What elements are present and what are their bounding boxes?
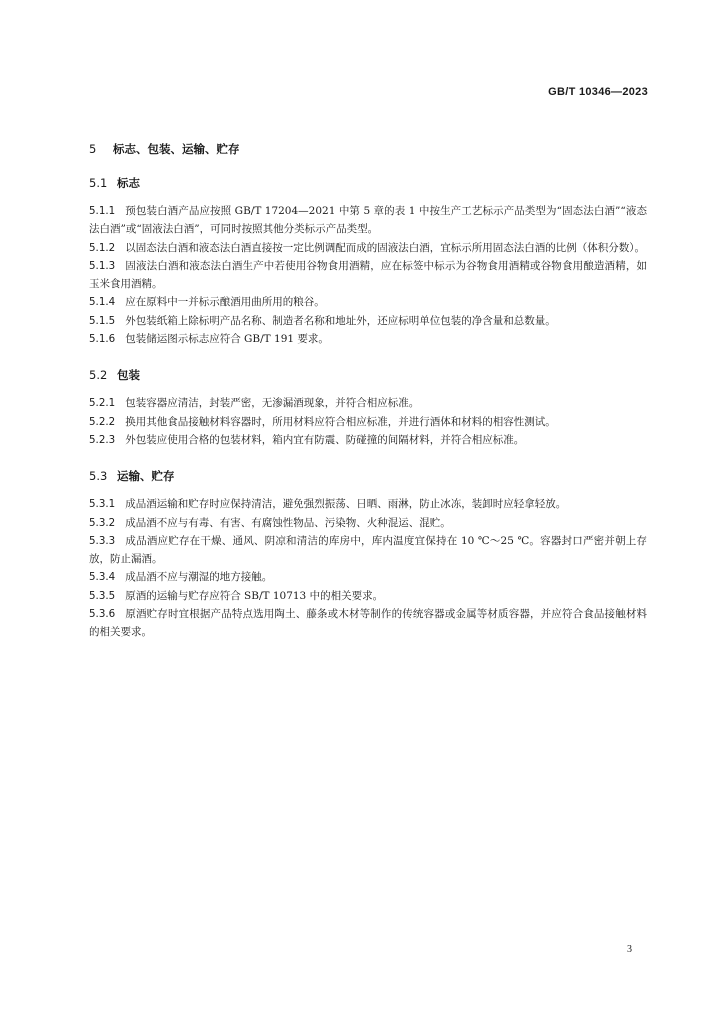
clause-number: 5.1.6 bbox=[89, 333, 116, 346]
clause-5-1-1 bbox=[89, 202, 647, 239]
clause-5-3-1 bbox=[89, 495, 647, 513]
clause-number: 5.2.3 bbox=[89, 433, 116, 446]
clause-number: 5.3.3 bbox=[89, 534, 116, 547]
clause-text: 应在原料中一并标示酿酒用曲所用的粮谷。 bbox=[125, 296, 325, 309]
clause-number: 5.1.5 bbox=[89, 314, 116, 327]
clause-5-1-2 bbox=[89, 239, 647, 257]
clause-5-3-5 bbox=[89, 587, 647, 605]
subsection-heading-5-3 bbox=[89, 469, 647, 483]
section-title: 标志、包装、运输、贮存 bbox=[113, 142, 240, 156]
clause-number: 5.2.2 bbox=[89, 415, 116, 428]
clause-5-3-4 bbox=[89, 568, 647, 586]
clause-number: 5.3.1 bbox=[89, 498, 116, 511]
clause-number: 5.1.3 bbox=[89, 259, 116, 272]
clause-number: 5.3.4 bbox=[89, 571, 116, 584]
clause-5-3-2 bbox=[89, 514, 647, 532]
clause-text: 换用其他食品接触材料容器时，所用材料应符合相应标准，并进行酒体和材料的相容性测试。 bbox=[125, 415, 556, 428]
page-number: 3 bbox=[627, 944, 632, 955]
subsection-title: 运输、贮存 bbox=[117, 469, 175, 484]
clause-number: 5.2.1 bbox=[89, 397, 116, 410]
clause-number: 5.3.6 bbox=[89, 608, 116, 621]
clause-5-1-6 bbox=[89, 330, 647, 348]
clause-text: 外包装应使用合格的包装材料，箱内宜有防震、防碰撞的间隔材料，并符合相应标准。 bbox=[125, 433, 525, 446]
clause-5-1-5 bbox=[89, 312, 647, 330]
clause-5-2-2 bbox=[89, 413, 647, 431]
clause-text: 外包装纸箱上除标明产品名称、制造者名称和地址外，还应标明单位包装的净含量和总数量。 bbox=[125, 314, 556, 327]
subsection-number: 5.1 bbox=[89, 176, 108, 190]
section-number: 5 bbox=[89, 142, 97, 156]
clause-5-2-3 bbox=[89, 431, 647, 449]
clause-text: 包装容器应清洁，封装严密，无渗漏酒现象，并符合相应标准。 bbox=[125, 397, 420, 410]
clause-number: 5.3.5 bbox=[89, 589, 116, 602]
clause-number: 5.1.4 bbox=[89, 296, 116, 309]
clause-text: 固液法白酒和液态法白酒生产中若使用谷物食用酒精，应在标签中标示为谷物食用酒精或谷物食用酿造酒精，如玉米食用酒精。 bbox=[89, 259, 647, 291]
clause-5-1-3 bbox=[89, 257, 647, 294]
clause-text: 原酒的运输与贮存应符合 SB/T 10713 中的相关要求。 bbox=[125, 589, 384, 602]
clause-text: 原酒贮存时宜根据产品特点选用陶土、藤条或木材等制作的传统容器或金属等材质容器，并应符合食品接触材料的相关要求。 bbox=[89, 608, 647, 639]
clause-text: 成品酒不应与有毒、有害、有腐蚀性物品、污染物、火种混运、混贮。 bbox=[125, 516, 451, 529]
standard-code: GB/T 10346—2023 bbox=[548, 86, 648, 98]
clause-5-3-3 bbox=[89, 532, 647, 569]
clause-text: 成品酒应贮存在干燥、通风、阴凉和清洁的库房中，库内温度宜保持在 10 ℃～25 ℃。容器封口严密并朝上存放，防止漏酒。 bbox=[89, 534, 647, 566]
subsection-heading-5-1 bbox=[89, 176, 647, 190]
subsection-title: 包装 bbox=[117, 368, 140, 383]
clause-text: 包装储运图示标志应符合 GB/T 191 要求。 bbox=[125, 333, 329, 346]
clause-text: 成品酒不应与潮湿的地方接触。 bbox=[125, 571, 273, 584]
clause-text: 以固态法白酒和液态法白酒直接按一定比例调配而成的固液法白酒，宜标示所用固态法白酒的比例（体积分数）。 bbox=[125, 241, 645, 254]
subsection-number: 5.2 bbox=[89, 368, 108, 383]
clause-text: 成品酒运输和贮存时应保持清洁，避免强烈振荡、日晒、雨淋，防止冰冻，装卸时应轻拿轻放。 bbox=[125, 498, 567, 511]
clause-number: 5.1.1 bbox=[89, 205, 116, 217]
clause-number: 5.1.2 bbox=[89, 241, 116, 254]
clause-text: 预包装白酒产品应按照 GB/T 17204—2021 中第 5 章的表 1 中按生产工艺标示产品类型为“固态法白酒”“液态法白酒”或“固液法白酒”，可同时按照其他分类标示产品类型。 bbox=[89, 205, 647, 236]
clause-5-3-6 bbox=[89, 605, 647, 642]
subsection-number: 5.3 bbox=[89, 469, 108, 484]
clause-5-1-4 bbox=[89, 293, 647, 311]
clause-5-2-1 bbox=[89, 394, 647, 412]
subsection-title: 标志 bbox=[117, 176, 140, 190]
subsection-heading-5-2 bbox=[89, 368, 647, 382]
clause-number: 5.3.2 bbox=[89, 516, 116, 529]
document-body bbox=[89, 142, 647, 642]
section-heading bbox=[89, 142, 647, 156]
